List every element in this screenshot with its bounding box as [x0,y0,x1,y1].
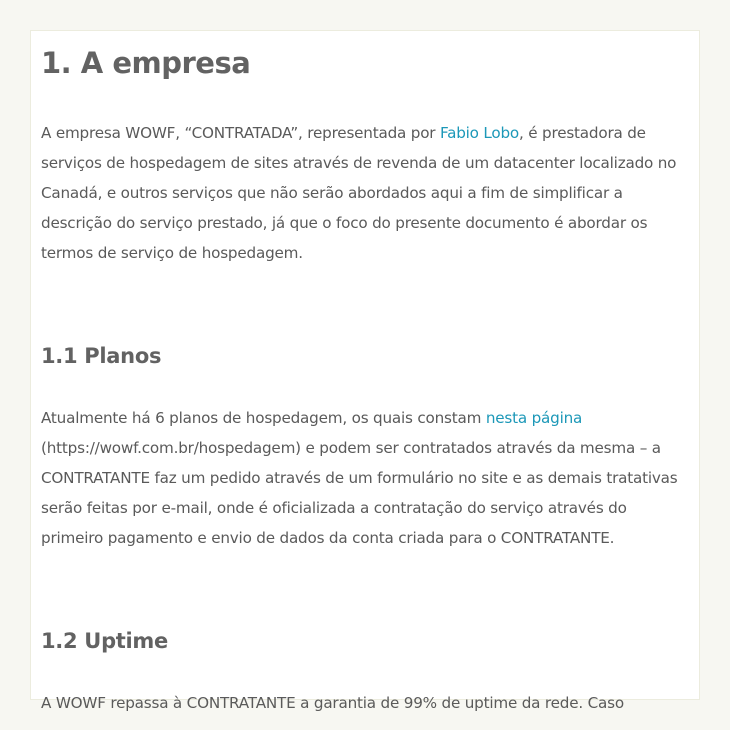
document-content [31,43,699,718]
text: , é prestadora de serviços de hospedagem de sites através de revenda de um datacenter localizado no Canadá, e outros serviços que não serão abordados aqui a fim de simplificar a descrição do serviço prestado, já que o foco do presente documento é abordar os termos de serviço de hospedagem. [41,124,677,262]
paragraph-planos [41,403,689,553]
text: A empresa WOWF, “CONTRATADA”, representada por [41,124,440,142]
section-title-empresa: 1. A empresa [41,46,251,80]
paragraph-uptime: A WOWF repassa à CONTRATANTE a garantia de 99% de uptime da rede. Caso [41,694,624,712]
section-title-planos: 1.1 Planos [41,344,162,368]
text: (https://wowf.com.br/hospedagem) e podem ser contratados através da mesma – a CONTRATANTE faz um pedido através de um formulário no site e as demais tratativas serão feitas por e-mail, onde é oficializada a contratação do serviço através do primeiro pagamento e envio de dados da conta criada para o CONTRATANTE. [41,439,678,547]
link-fabio-lobo[interactable]: Fabio Lobo [439,124,520,142]
link-nesta-pagina[interactable]: nesta página [485,409,583,427]
paragraph-empresa [41,118,689,268]
text: Atualmente há 6 planos de hospedagem, os quais constam [41,409,486,427]
document-card [30,30,700,712]
section-title-uptime: 1.2 Uptime [41,629,168,653]
